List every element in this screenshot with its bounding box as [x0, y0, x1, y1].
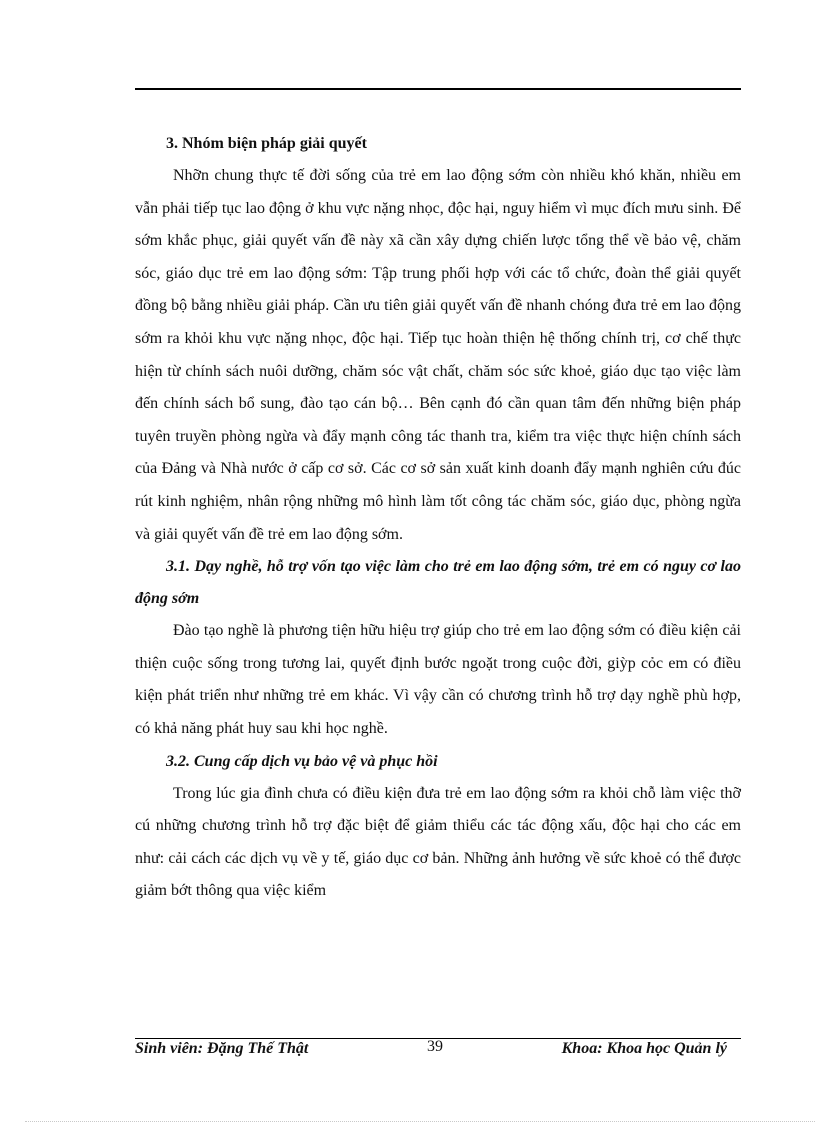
section-intro-paragraph: Nhỡn chung thực tế đời sống của trẻ em lao động sớm còn nhiều khó khăn, nhiều em vẫn phải tiếp tục lao động ở khu vực nặng nhọc, độc hại, nguy hiểm vì mục đích mưu sinh. Để sớm khắc phục, giải quyết vấn đề này xã cần xây dựng chiến lược tổng thể về bảo vệ, chăm sóc, giáo dục trẻ em lao động sớm: Tập trung phối hợp với các tổ chức, đoàn thể giải quyết đồng bộ bằng nhiều giải pháp. Cần ưu tiên giải quyết vấn đề nhanh chóng đưa trẻ em lao động sớm ra khỏi khu vực nặng nhọc, độc hại. Tiếp tục hoàn thiện hệ thống chính trị, cơ chế thực hiện từ chính sách nuôi dưỡng, chăm sóc vật chất, chăm sóc sức khoẻ, giáo dục tạo việc làm đến chính sách bổ sung, đào tạo cán bộ… Bên cạnh đó cần quan tâm đến những biện pháp tuyên truyền phòng ngừa và đẩy mạnh công tác thanh tra, kiểm tra việc thực hiện chính sách của Đảng và Nhà nước ở cấp cơ sở. Các cơ sở sản xuất kinh doanh đẩy mạnh nghiên cứu đúc rút kinh nghiệm, nhân rộng những mô hình làm tốt công tác chăm sóc, giáo dục, phòng ngừa và giải quyết vấn đề trẻ em lao động sớm.: [135, 167, 741, 543]
footer-student: Sinh viên: Đặng Thế Thật: [135, 1040, 309, 1057]
header-rule: [135, 88, 741, 90]
page-number: 39: [427, 1038, 443, 1055]
subsection-1-paragraph: Đào tạo nghề là phương tiện hữu hiệu trợ giúp cho trẻ em lao động sớm có điều kiện cải thiện cuộc sống trong tương lai, quyết định bước ngoặt trong cuộc đời, giỳp cỏc em có điều kiện phát triển như những trẻ em khác. Vì vậy cần có chương trình hỗ trợ dạy nghề phù hợp, có khả năng phát huy sau khi học nghề.: [135, 622, 741, 737]
page-edge-dotted-line: [25, 1121, 815, 1122]
subsection-2-paragraph: Trong lúc gia đình chưa có điều kiện đưa trẻ em lao động sớm ra khỏi chỗ làm việc thỡ cú những chương trình hỗ trợ đặc biệt để giảm thiểu các tác động xấu, độc hại cho các em như: cải cách các dịch vụ về y tế, giáo dục cơ bản. Những ảnh hưởng về sức khoẻ có thể được giảm bớt thông qua việc kiểm: [135, 784, 741, 900]
page-content: [135, 128, 741, 908]
subsection-2-heading: 3.2. Cung cấp dịch vụ bảo vệ và phục hồi: [166, 752, 438, 770]
footer-faculty: Khoa: Khoa học Quản lý: [561, 1040, 727, 1057]
page-footer: [135, 1040, 741, 1066]
section-heading: 3. Nhóm biện pháp giải quyết: [166, 135, 367, 152]
subsection-1-heading: 3.1. Dạy nghề, hỗ trợ vốn tạo việc làm cho trẻ em lao động sớm, trẻ em có nguy cơ lao động sớm: [135, 558, 741, 608]
